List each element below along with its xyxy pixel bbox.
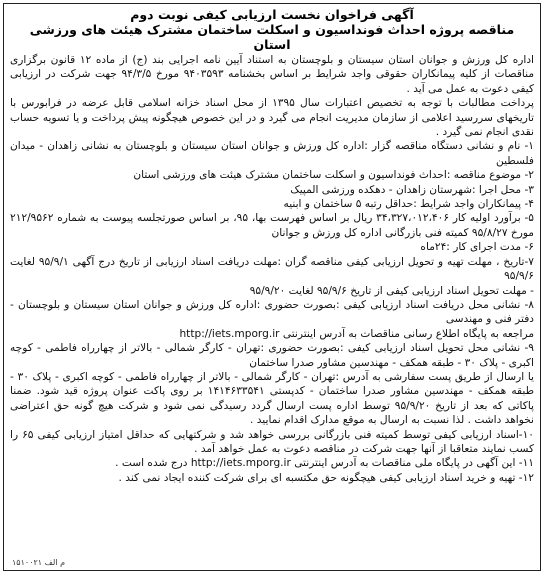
item-rights: ۱۲- تهیه و خرید اسناد ارزیابی کیفی هیچگونه حق مکتسبه ای برای شرکت کننده ایجاد نمی کند . [118,471,534,484]
notice-subtitle: مناقصه پروژه احداث فونداسیون و اسکلت ساختمان مشترک هیئت های ورزشی استان [29,22,515,52]
item-evaluation: ۱۰-اسناد ارزیابی کیفی توسط کمیته فنی بازرگانی بررسی خواهد شد و شرکتهایی که حداقل امتیاز ارزیابی کیفی ۶۵ را کسب نمایند متعاقبا از آنها جهت شرکت در مناقصه دعوت به عمل خواهد آمد . [10,428,534,455]
item-organizer: ۱- نام و نشانی دستگاه مناقصه گزار :اداره کل ورزش و جوانان استان سیستان و بلوچستان به نشانی زاهدان - میدان فلسطین [10,140,534,167]
notice-body [10,53,534,485]
intro-paragraph: اداره کل ورزش و جوانان استان سیستان و بلوچستان به استناد آیین نامه اجرایی بند (ج) از ماده ۱۲ قانون برگزاری مناقصات از کلیه پیمانکاران حقوقی واجد شرایط بر اساس بخشنامه ۹۴۰۳۵۹۳ مورخ ۹۴/۳/۵ جهت شرکت در ارزیابی کیفی دعوت به عمل می آید . [10,54,534,95]
notice-title: آگهی فراخوان نخست ارزیابی کیفی نوبت دوم [130,7,414,22]
item-subject: ۲- موضوع مناقصه :احداث فونداسیون و اسکلت ساختمان مشترک هیئت های ورزشی استان [133,169,534,182]
payment-paragraph: پرداخت مطالبات با توجه به تخصیص اعتبارات سال ۱۳۹۵ از محل اسناد خزانه اسلامی قابل عرضه در فرابورس با تاریخهای سررسید اعلامی از سازمان مدیریت انجام می گیرد و در این خصوص هیچگونه پیش پرداخت و یا تسویه حساب نقدی انجام نمی گیرد . [10,97,534,139]
item-deadline: ۷-تاریخ ، مهلت تهیه و تحویل ارزیابی کیفی مناقصه گران :مهلت دریافت اسناد ارزیابی از تاریخ درج آگهی ۹۵/۹/۱ لغایت ۹۵/۹/۶ [10,255,534,283]
item-post-address: یا ارسال از طریق پست سفارشی به آدرس :تهران - کارگر شمالی - بالاتر از چهارراه فاطمی - کوچه اکبری - پلاک ۳۰ - طبقه همکف - مهندسین مشاور صدرا ساختمان - کدپستی ۱۴۱۴۶۳۳۵۴۱ بر روی پاکت عنوان پروژه قید شود. ضمنا پاکاتی که بعد از تاریخ ۹۵/۹/۲۰ توسط اداره پست ارسال گردد رسیدگی نمی شود و شرکت هیچ گونه حق اعتراضی نخواهد داشت . لذا نسبت به ارسال به موقع مدارک اقدام نمایید . [10,370,535,427]
tender-notice [3,3,541,571]
item-delivery-address: ۹- نشانی محل تحویل اسناد ارزیابی کیفی :بصورت حضوری :تهران - کارگر شمالی - بالاتر از چهارراه فاطمی - کوچه اکبری - پلاک ۳۰ - طبقه همکف - مهندسین مشاور صدرا ساختمان [10,342,534,369]
item-duration: ۶- مدت اجرای کار :۲۴ماه [420,241,534,254]
item-location: ۳- محل اجرا :شهرستان زاهدان - دهکده ورزشی المپیک [290,183,534,196]
item-estimate: ۵- برآورد اولیه کار ۳۴،۳۲۷،۰۱۲،۴۰۶ ریال بر اساس فهرست بها، ۹۵، بر اساس صورتجلسه پیوست به شماره ۲۱۲/۹۵۶۲ مورخ ۹۵/۸/۲۷ کمیته فنی بازرگانی اداره کل ورزش و جوانان [10,212,534,239]
item-website: مراجعه به پایگاه اطلاع رسانی مناقصات به آدرس اینترنتی http://iets.mporg.ir [179,327,534,340]
item-publication: ۱۱- این آگهی در پایگاه ملی مناقصات به آدرس اینترنتی http://iets.mporg.ir درج شده است . [115,457,534,470]
item-receive-address: ۸- نشانی محل دریافت اسناد ارزیابی کیفی :بصورت حضوری :اداره کل ورزش و جوانان استان سیستان و بلوچستان - دفتر فنی و مهندسی [10,298,534,326]
item-contractors: ۴- پیمانکاران واجد شرایط :حداقل رتبه ۵ ساختمان و ابنیه [283,198,534,211]
footer-code: م الف ۱۵۱۰۰۲۱ [12,558,66,567]
item-delivery-deadline: - مهلت تحویل اسناد ارزیابی کیفی از تاریخ ۹۵/۹/۶ لغایت ۹۵/۹/۲۰ [249,284,534,297]
